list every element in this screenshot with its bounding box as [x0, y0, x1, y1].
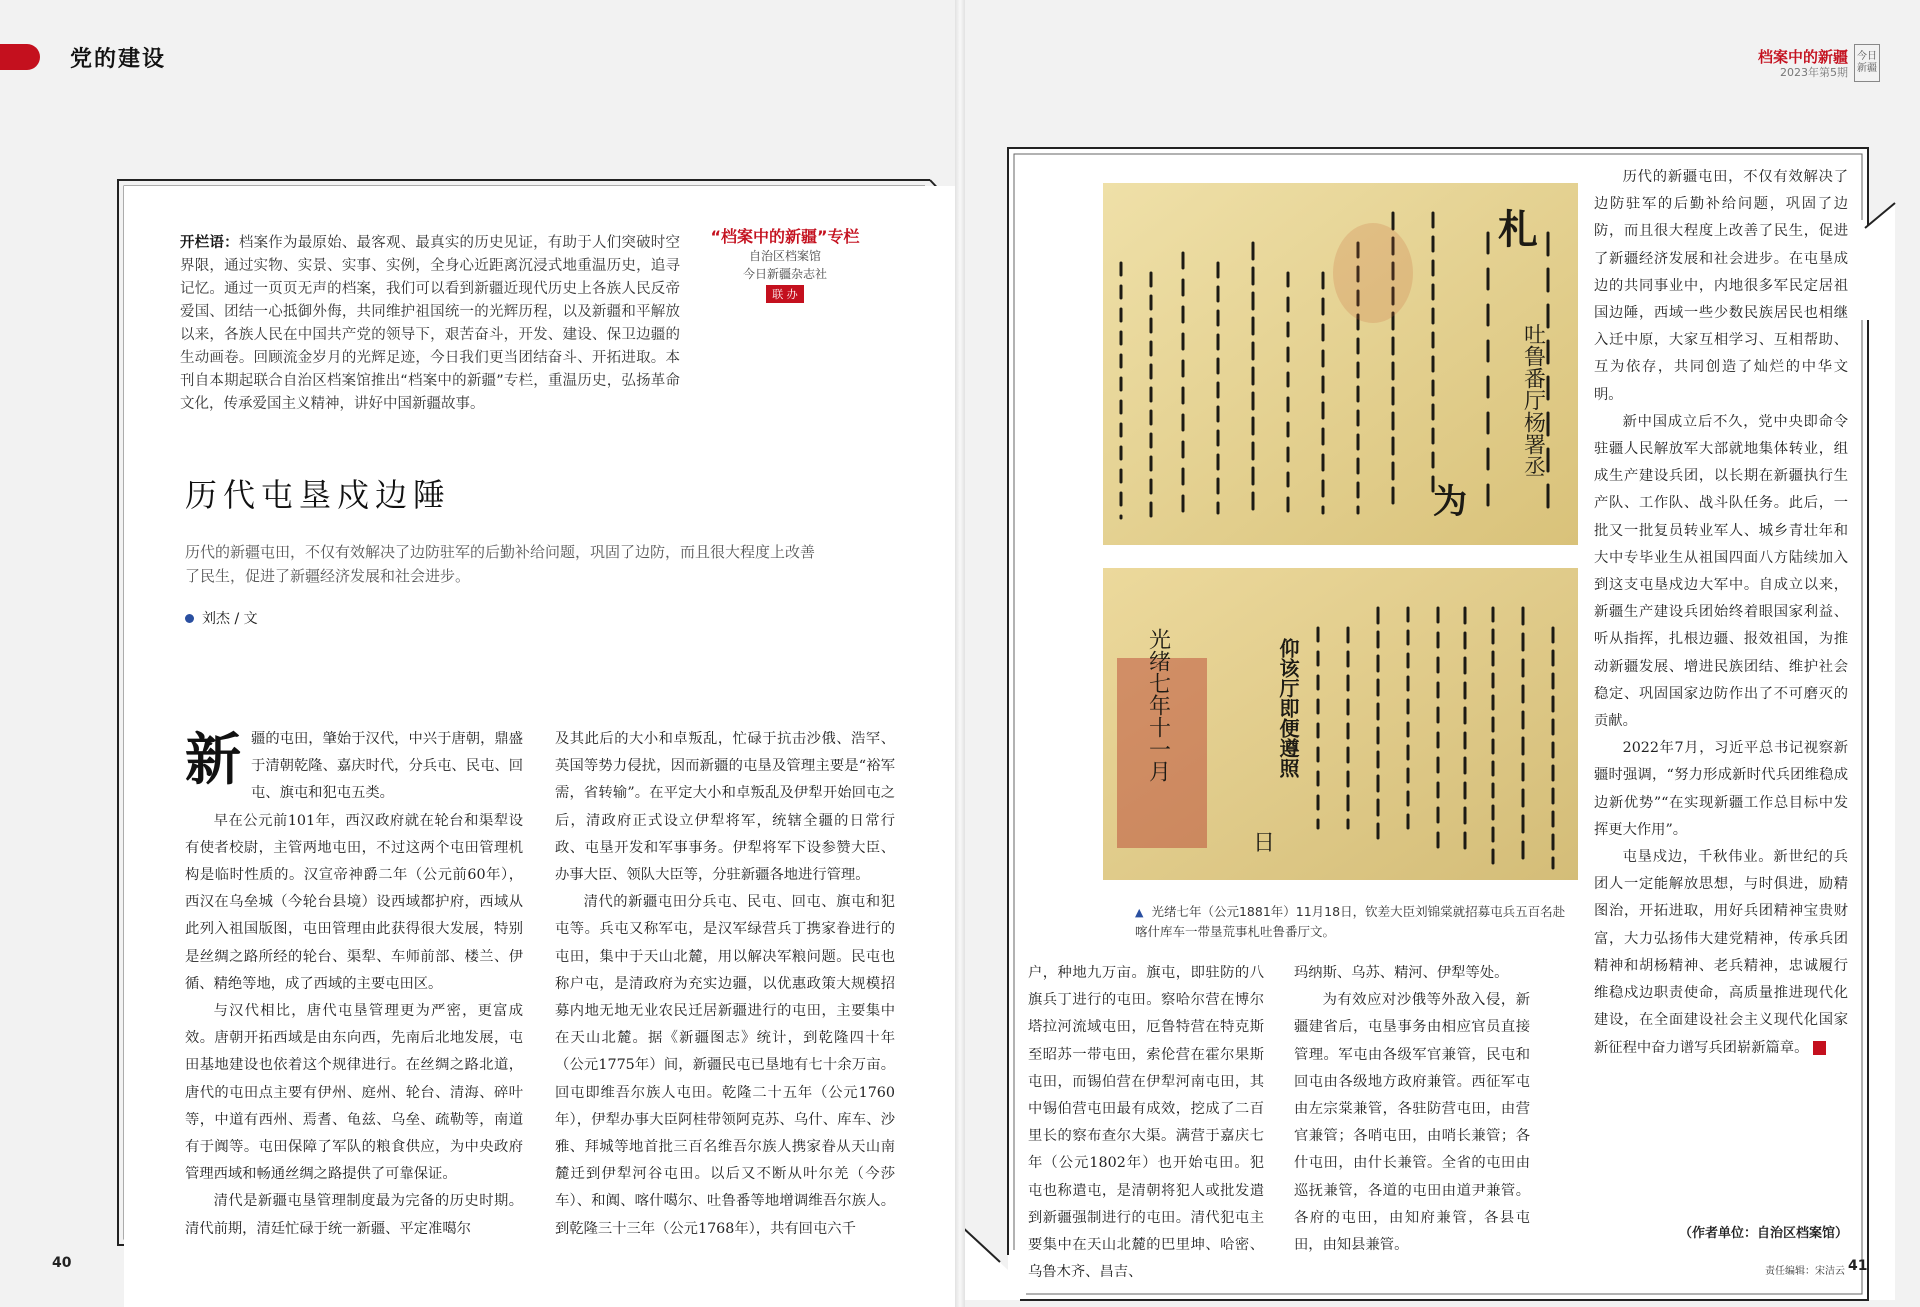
column-sponsor-box: [700, 224, 870, 303]
caption-triangle-icon: ▲: [1135, 906, 1144, 919]
archive-document-image-1: [1103, 183, 1578, 545]
section-title: 党的建设: [70, 47, 167, 72]
paragraph: 户，种地九万亩。旗屯，即驻防的八旗兵丁进行的屯田。察哈尔营在博尔塔拉河流域屯田，厄鲁特营在特克斯至昭苏一带屯田，索伦营在霍尔果斯屯田，而锡伯营在伊犁河南屯田，其中锡伯营屯田最有成效，挖成了二百里长的察布查尔大渠。满营于嘉庆七年（公元1802年）也开始屯田。犯屯也称遣屯，是清朝将犯人或批发遣到新疆强制进行的屯田。清代犯屯主要集中在天山北麓的巴里坤、哈密、乌鲁木齐、昌吉、: [1028, 965, 1264, 1281]
article-summary: 历代的新疆屯田，不仅有效解决了边防驻军的后勤补给问题，巩固了边防，而且很大程度上改善了民生，促进了新疆经济发展和社会进步。: [185, 543, 816, 585]
paragraph: 玛纳斯、乌苏、精河、伊犁等处。: [1294, 965, 1509, 981]
doc2-title: 仰该厅即便遵照: [1276, 638, 1300, 778]
right-page: [960, 0, 1920, 1307]
author-bullet-icon: [185, 614, 194, 623]
body-column-4: [1294, 960, 1530, 1259]
responsible-editor: 责任编辑：宋洁云: [1765, 1266, 1845, 1277]
doc2-day: 日: [1253, 831, 1276, 856]
intro-paragraph: [180, 232, 680, 416]
column-joint-badge: 联 办: [766, 285, 804, 303]
article-author: [185, 608, 258, 628]
magazine-logo: 今日新疆: [1854, 44, 1880, 82]
doc1-stamp-char: 为: [1433, 482, 1467, 522]
paragraph: 新中国成立后不久，党中央即命令驻疆人民解放军大部就地集体转业，组成生产建设兵团，以长期在新疆执行生产队、工作队、战斗队任务。此后，一批又一批复员转业军人、城乡青壮年和大中专毕业生从祖国四面八方陆续加入到这支屯垦戍边大军中。自成立以来，新疆生产建设兵团始终着眼国家利益、听从指挥，扎根边疆、报效祖国，为推动新疆发展、增进民族团结、维护社会稳定、巩固国家边防作出了不可磨灭的贡献。: [1594, 413, 1848, 730]
drop-cap: 新: [185, 727, 241, 793]
page-number-left: 40: [52, 1255, 72, 1271]
article-title: 历代屯垦戍边陲: [185, 476, 452, 514]
page-number-right: 41: [1848, 1258, 1868, 1274]
doc2-date: 光绪七年十一月: [1145, 628, 1171, 782]
intro-text: 档案作为最原始、最客观、最真实的历史见证，有助于人们突破时空界限，通过实物、实景、实事、实例，全身心近距离沉浸式地重温历史，追寻记忆。通过一页页无声的档案，我们可以看到新疆近现代历史上各族人民反帝爱国、团结一心抵御外侮，共同维护祖国统一的光辉历程，以及新疆和平解放以来，各族人民在中国共产党的领导下，艰苦奋斗，开发、建设、保卫边疆的生动画卷。回顾流金岁月的光辉足迹，今日我们更当团结奋斗、开拓进取。本刊自本期起联合自治区档案馆推出“档案中的新疆”专栏，重温历史，弘扬革命文化，传承爱国主义精神，讲好中国新疆故事。: [180, 235, 681, 412]
author-name: 刘杰 / 文: [202, 611, 258, 627]
body-column-2: [555, 726, 895, 1243]
paragraph-text: 疆的屯田，肇始于汉代，中兴于唐朝，鼎盛于清朝乾隆、嘉庆时代，分兵屯、民屯、回屯、旗屯和犯屯五类。: [251, 731, 523, 802]
figure-caption: [1135, 902, 1575, 941]
column-org-archives: 自治区档案馆: [748, 249, 821, 263]
paragraph: 历代的新疆屯田，不仅有效解决了边防驻军的后勤补给问题，巩固了边防，而且很大程度上改善了民生，促进了新疆经济发展和社会进步。在屯垦成边的共同事业中，内地很多军民定居祖国边陲，西域一些少数民族居民也相继入迁中原，大家互相学习、互相帮助、互为依存，共同创造了灿烂的中华文明。: [1594, 169, 1848, 403]
paragraph: 为有效应对沙俄等外敌入侵，新疆建省后，屯垦事务由相应官员直接管理。军屯由各级军官兼管，民屯和回屯由各级地方政府兼管。西征军屯由左宗棠兼管，各驻防营屯田，由营官兼管；各哨屯田，由哨长兼管；各什屯田，由什长兼管。全省的屯田由巡抚兼管，各道的屯田由道尹兼管。各府的屯田，由知府兼管，各县屯田，由知县兼管。: [1294, 992, 1530, 1254]
body-column-1: [185, 726, 523, 1243]
doc1-big-char: 札: [1498, 206, 1538, 253]
paragraph: 与汉代相比，唐代屯垦管理更为严密，更富成效。唐朝开拓西域是由东向西，先南后北地发展，屯田基地建设也依着这个规律进行。在丝绸之路北道，唐代的屯田点主要有伊州、庭州、轮台、清海、碎叶等，中道有西州、焉耆、龟兹、乌垒、疏勒等，南道有于阗等。屯田保障了军队的粮食供应，为中央政府管理西域和畅通丝绸之路提供了可靠保证。: [185, 1003, 523, 1183]
body-column-3: [1028, 960, 1264, 1286]
paragraph: 清代是新疆屯垦管理制度最为完备的历史时期。清代前期，清廷忙碌于统一新疆、平定准噶尔: [185, 1193, 523, 1237]
author-affiliation: （作者单位：自治区档案馆）: [1678, 1226, 1848, 1241]
page-gutter: [955, 0, 965, 1307]
magazine-issue: 2023年第5期: [1780, 66, 1848, 79]
paragraph: 2022年7月，习近平总书记视察新疆时强调，“努力形成新时代兵团维稳成边新优势”“在实现新疆工作总目标中发挥更大作用”。: [1594, 740, 1848, 838]
paragraph: 及其此后的大小和卓叛乱，忙碌于抗击沙俄、浩罕、英国等势力侵扰，因而新疆的屯垦及管理主要是“裕军需，省转输”。在平定大小和卓叛乱及伊犁开始回屯之后，清政府正式设立伊犁将军，统辖全疆的日常行政、屯垦开发和军事事务。伊犁将军下设参赞大臣、办事大臣、领队大臣等，分驻新疆各地进行管理。: [555, 731, 895, 884]
magazine-name: 档案中的新疆: [1757, 48, 1848, 66]
column-title: “档案中的新疆”专栏: [710, 227, 860, 246]
end-of-article-icon: J: [1813, 1041, 1826, 1055]
intro-label: 开栏语：: [180, 235, 239, 251]
body-column-5: [1594, 164, 1848, 1062]
paragraph: [1594, 844, 1848, 1062]
paragraph: [185, 726, 523, 808]
archive-document-image-2: [1103, 568, 1578, 880]
paragraph: 早在公元前101年，西汉政府就在轮台和渠犁设有使者校尉，主管两地屯田，不过这两个屯田管理机构是临时性质的。汉宣帝神爵二年（公元前60年），西汉在乌垒城（今轮台县境）设西域都护府，西域从此列入祖国版图，屯田管理由此获得很大发展，特别是丝绸之路所经的轮台、渠犁、车师前部、楼兰、伊循、精绝等地，成了西域的主要屯田区。: [185, 812, 523, 992]
column-org-magazine: 今日新疆杂志社: [742, 267, 827, 281]
paragraph-text: 屯垦戍边，千秋伟业。新世纪的兵团人一定能解放思想，与时俱进，励精图治，开拓进取，用好兵团精神宝贵财富，大力弘扬伟大建党精神，传承兵团精神和胡杨精神、老兵精神，忠诚履行维稳戍边职责使命，高质量推进现代化建设，在全面建设社会主义现代化国家新征程中奋力谱写兵团崭新篇章。: [1594, 849, 1848, 1056]
doc1-addressee: 吐鲁番厅杨署丞: [1520, 323, 1546, 477]
paragraph: 清代的新疆屯田分兵屯、民屯、回屯、旗屯和犯屯等。兵屯又称军屯，是汉军绿营兵丁携家眷进行的屯田，集中于天山北麓，用以解决军粮问题。民屯也称户屯，是清政府为充实边疆，以优惠政策大规模招募内地无地无业农民迁居新疆进行的屯田，主要集中在天山北麓。据《新疆图志》统计，到乾隆四十年（公元1775年）间，新疆民屯已垦地有七十余万亩。回屯即维吾尔族人屯田。乾隆二十五年（公元1760年），伊犁办事大臣阿桂带领阿克苏、乌什、库车、沙雅、拜城等地首批三百名维吾尔族人携家眷从天山南麓迁到伊犁河谷屯田。以后又不断从叶尔羌（今莎车）、和阗、喀什噶尔、吐鲁番等地增调维吾尔族人。到乾隆三十三年（公元1768年），共有回屯六千: [555, 894, 895, 1237]
caption-text: 光绪七年（公元1881年）11月18日，钦差大臣刘锦棠就招募屯兵五百名赴喀什库车一带垦荒事札吐鲁番厅文。: [1135, 904, 1566, 939]
